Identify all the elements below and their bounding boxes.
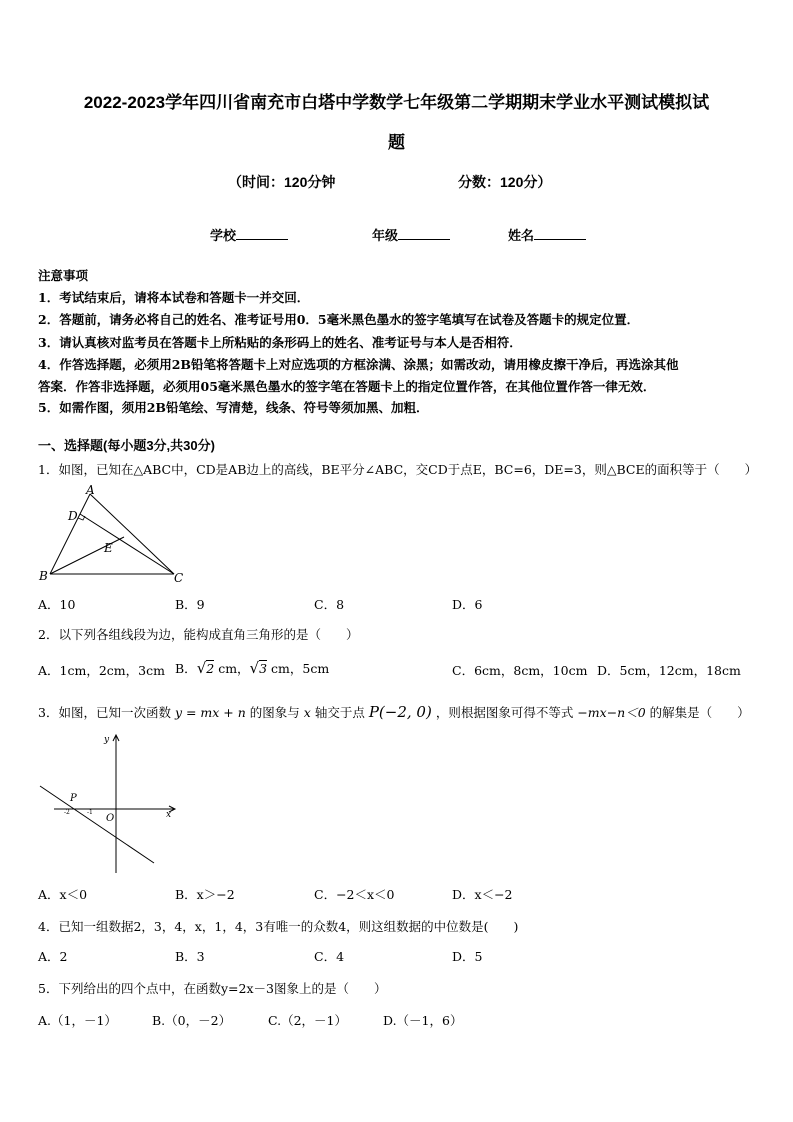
graph-tick-minus-2: -2 [64, 809, 70, 816]
label-A: A [86, 483, 95, 497]
q5-option-a: A.（1，－1） [38, 1013, 117, 1028]
note-item: 4．作答选择题，必须用2B铅笔将答题卡上对应选项的方框涂满、涂黑；如需改动，请用橡皮擦干净后，再选涂其他 [38, 357, 679, 372]
question-5-stem: 5．下列给出的四个点中，在函数y=2x－3图象上的是（ ） [38, 981, 387, 996]
q5-option-b: B.（0，－2） [152, 1013, 232, 1028]
q3-point: P(−2, 0) [368, 703, 432, 721]
q3-stem-a: 3．如图，已知一次函数 [38, 705, 171, 720]
q3-x-variable: x [303, 705, 311, 720]
question-3-stem [38, 703, 750, 721]
q4-option-a: A．2 [38, 949, 68, 964]
school-blank [236, 227, 288, 240]
grade-label: 年级 [372, 228, 399, 243]
q3-inequality: −mx−n＜0 [577, 705, 646, 720]
q2-option-b-radicand-2: 3 [259, 661, 268, 676]
q5-option-c: C.（2，－1） [268, 1013, 347, 1028]
linear-function-graph [36, 728, 181, 878]
graph-tick-minus-1: -1 [87, 809, 93, 816]
q2-option-b [175, 659, 329, 677]
q2-option-d: D．5cm，12cm，18cm [597, 663, 741, 678]
q1-option-b: B．9 [175, 597, 205, 612]
question-4-stem: 4．已知一组数据2，3，4，x，1，4，3有唯一的众数4，则这组数据的中位数是( ) [38, 919, 519, 934]
q1-option-a: A．10 [38, 597, 76, 612]
label-B: B [39, 569, 48, 583]
q2-option-b-suffix: cm，5cm [271, 661, 330, 676]
q3-stem-c: 轴交于点 [314, 705, 365, 720]
label-C: C [174, 571, 184, 585]
q3-stem-e: 的解集是（ ） [649, 705, 750, 720]
q1-option-c: C．8 [314, 597, 345, 612]
q4-option-d: D．5 [452, 949, 483, 964]
q4-option-b: B．3 [175, 949, 205, 964]
q3-option-b: B．x＞−2 [175, 887, 235, 902]
school-field [210, 225, 288, 244]
section-heading: 一、选择题(每小题3分,共30分) [38, 438, 215, 453]
page-title-line1: 2022-2023学年四川省南充市白塔中学数学七年级第二学期期末学业水平测试模拟试 [83, 93, 710, 112]
q4-option-c: C．4 [314, 949, 345, 964]
notes-heading: 注意事项 [38, 268, 89, 283]
q1-option-d: D．6 [452, 597, 483, 612]
question-2-stem: 2．以下列各组线段为边，能构成直角三角形的是（ ） [38, 627, 359, 642]
q2-option-b-radicand-1: 2 [206, 661, 215, 676]
q3-option-c: C．−2＜x＜0 [314, 887, 395, 902]
school-label: 学校 [210, 228, 237, 243]
q3-stem-b: 的图象与 [249, 705, 300, 720]
grade-field [372, 225, 450, 244]
exam-score: 分数：120分） [458, 174, 552, 190]
note-item: 答案．作答非选择题，必须用05毫米黑色墨水的签字笔在答题卡上的指定位置作答，在其他位置作答一律无效． [38, 379, 656, 394]
q2-option-c: C．6cm，8cm，10cm [452, 663, 588, 678]
note-item: 5．如需作图，须用2B铅笔绘、写清楚，线条、符号等须加黑、加粗． [38, 400, 429, 415]
grade-blank [398, 227, 450, 240]
graph-x-label: x [166, 810, 172, 820]
note-item: 2．答题前，请务必将自己的姓名、准考证号用0．5毫米黑色墨水的签字笔填写在试卷及答题卡的规定位置． [38, 312, 640, 327]
note-item: 3．请认真核对监考员在答题卡上所粘贴的条形码上的姓名、准考证号与本人是否相符． [38, 335, 522, 350]
name-field [508, 225, 586, 244]
q3-function: y = mx + n [174, 705, 246, 720]
sqrt-icon: √ [249, 659, 260, 677]
q2-option-a: A．1cm，2cm，3cm [38, 663, 165, 678]
q3-option-d: D．x＜−2 [452, 887, 513, 902]
exam-time: （时间：120分钟 [228, 174, 336, 190]
graph-origin-label: O [106, 813, 115, 824]
note-item: 1．考试结束后，请将本试卷和答题卡一并交回． [38, 290, 310, 305]
q2-option-b-prefix: B． [175, 661, 197, 676]
q3-stem-d: ，则根据图象可得不等式 [435, 705, 574, 720]
q2-option-b-mid: cm， [218, 661, 250, 676]
q5-option-d: D.（－1，6） [383, 1013, 463, 1028]
graph-y-label: y [104, 735, 110, 745]
q3-option-a: A．x＜0 [38, 887, 88, 902]
question-1-stem: 1．如图，已知在△ABC中，CD是AB边上的高线，BE平分∠ABC，交CD于点E，BC=6，DE=3，则△BCE的面积等于（ ） [38, 462, 758, 477]
name-blank [534, 227, 586, 240]
label-E: E [104, 541, 113, 555]
triangle-figure [36, 482, 196, 587]
name-label: 姓名 [508, 228, 535, 243]
label-D: D [68, 509, 78, 523]
page-title-line2: 题 [388, 133, 405, 152]
graph-point-p-label: P [70, 793, 77, 804]
sqrt-icon: √ [196, 659, 207, 677]
